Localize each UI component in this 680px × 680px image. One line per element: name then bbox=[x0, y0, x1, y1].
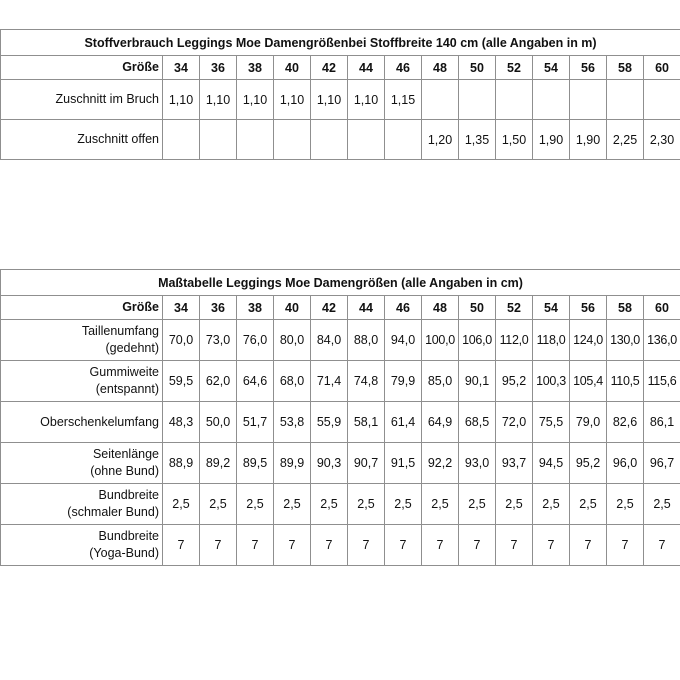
row-label-line-2: (Yoga-Bund) bbox=[89, 546, 159, 560]
value-cell: 58,1 bbox=[348, 402, 385, 443]
value-cell: 68,5 bbox=[459, 402, 496, 443]
value-cell bbox=[200, 120, 237, 160]
row-label-line-1: Bundbreite bbox=[98, 529, 159, 543]
value-cell: 71,4 bbox=[311, 361, 348, 402]
value-cell: 2,5 bbox=[607, 484, 644, 525]
value-cell bbox=[274, 120, 311, 160]
value-cell: 92,2 bbox=[422, 443, 459, 484]
value-cell: 2,5 bbox=[385, 484, 422, 525]
value-cell: 7 bbox=[607, 525, 644, 566]
value-cell: 93,7 bbox=[496, 443, 533, 484]
value-cell: 2,5 bbox=[570, 484, 607, 525]
table-row bbox=[1, 80, 680, 120]
value-cell: 68,0 bbox=[274, 361, 311, 402]
value-cell: 89,9 bbox=[274, 443, 311, 484]
value-cell: 74,8 bbox=[348, 361, 385, 402]
value-cell: 96,7 bbox=[644, 443, 680, 484]
value-cell: 75,5 bbox=[533, 402, 570, 443]
value-cell bbox=[422, 80, 459, 120]
row-label bbox=[1, 525, 163, 566]
row-label-line-1: Bundbreite bbox=[98, 488, 159, 502]
value-cell: 7 bbox=[274, 525, 311, 566]
value-cell: 76,0 bbox=[237, 320, 274, 361]
size-chart-table bbox=[0, 269, 680, 566]
size-cell: 44 bbox=[348, 56, 385, 80]
value-cell: 2,5 bbox=[163, 484, 200, 525]
value-cell: 1,20 bbox=[422, 120, 459, 160]
size-cell: 34 bbox=[163, 296, 200, 320]
value-cell: 90,7 bbox=[348, 443, 385, 484]
value-cell: 2,25 bbox=[607, 120, 644, 160]
row-label bbox=[1, 320, 163, 361]
row-label-line-1: Seitenlänge bbox=[92, 447, 159, 461]
row-label-line-2: (entspannt) bbox=[95, 382, 159, 396]
value-cell: 7 bbox=[422, 525, 459, 566]
value-cell: 93,0 bbox=[459, 443, 496, 484]
value-cell: 1,10 bbox=[348, 80, 385, 120]
table-row bbox=[1, 120, 680, 160]
value-cell bbox=[311, 120, 348, 160]
value-cell: 89,2 bbox=[200, 443, 237, 484]
value-cell: 2,5 bbox=[348, 484, 385, 525]
value-cell: 61,4 bbox=[385, 402, 422, 443]
value-cell: 64,6 bbox=[237, 361, 274, 402]
size-cell: 50 bbox=[459, 296, 496, 320]
value-cell: 1,10 bbox=[311, 80, 348, 120]
size-label: Größe bbox=[1, 296, 163, 320]
value-cell: 72,0 bbox=[496, 402, 533, 443]
value-cell: 105,4 bbox=[570, 361, 607, 402]
value-cell: 7 bbox=[644, 525, 680, 566]
size-cell: 60 bbox=[644, 296, 680, 320]
size-label: Größe bbox=[1, 56, 163, 80]
size-cell: 34 bbox=[163, 56, 200, 80]
value-cell: 86,1 bbox=[644, 402, 680, 443]
size-cell: 54 bbox=[533, 296, 570, 320]
value-cell: 2,5 bbox=[459, 484, 496, 525]
value-cell: 88,9 bbox=[163, 443, 200, 484]
value-cell: 85,0 bbox=[422, 361, 459, 402]
value-cell: 130,0 bbox=[607, 320, 644, 361]
size-cell: 56 bbox=[570, 296, 607, 320]
size-cell: 56 bbox=[570, 56, 607, 80]
value-cell: 1,10 bbox=[200, 80, 237, 120]
value-cell: 50,0 bbox=[200, 402, 237, 443]
value-cell: 2,5 bbox=[311, 484, 348, 525]
value-cell: 89,5 bbox=[237, 443, 274, 484]
row-label-line-1: Oberschenkelumfang bbox=[40, 414, 159, 429]
value-cell: 1,90 bbox=[533, 120, 570, 160]
value-cell bbox=[496, 80, 533, 120]
value-cell: 73,0 bbox=[200, 320, 237, 361]
value-cell: 70,0 bbox=[163, 320, 200, 361]
value-cell: 90,1 bbox=[459, 361, 496, 402]
table-row bbox=[1, 402, 680, 443]
row-label-line-2: (gedehnt) bbox=[105, 341, 159, 355]
value-cell: 100,3 bbox=[533, 361, 570, 402]
value-cell: 82,6 bbox=[607, 402, 644, 443]
value-cell: 2,5 bbox=[496, 484, 533, 525]
value-cell: 79,9 bbox=[385, 361, 422, 402]
value-cell: 7 bbox=[311, 525, 348, 566]
value-cell: 91,5 bbox=[385, 443, 422, 484]
size-cell: 38 bbox=[237, 296, 274, 320]
value-cell: 1,90 bbox=[570, 120, 607, 160]
value-cell: 106,0 bbox=[459, 320, 496, 361]
size-cell: 42 bbox=[311, 296, 348, 320]
value-cell bbox=[607, 80, 644, 120]
size-cell: 48 bbox=[422, 296, 459, 320]
size-header-row bbox=[1, 56, 680, 80]
table-row bbox=[1, 443, 680, 484]
value-cell: 2,30 bbox=[644, 120, 680, 160]
size-header-row bbox=[1, 296, 680, 320]
table-title: Maßtabelle Leggings Moe Damengrößen (alle Angaben in cm) bbox=[1, 270, 680, 296]
value-cell bbox=[237, 120, 274, 160]
size-cell: 38 bbox=[237, 56, 274, 80]
value-cell: 1,15 bbox=[385, 80, 422, 120]
value-cell: 2,5 bbox=[422, 484, 459, 525]
value-cell: 124,0 bbox=[570, 320, 607, 361]
value-cell: 1,35 bbox=[459, 120, 496, 160]
value-cell: 84,0 bbox=[311, 320, 348, 361]
table-row bbox=[1, 525, 680, 566]
value-cell: 88,0 bbox=[348, 320, 385, 361]
value-cell: 48,3 bbox=[163, 402, 200, 443]
value-cell bbox=[570, 80, 607, 120]
table-row bbox=[1, 484, 680, 525]
size-cell: 42 bbox=[311, 56, 348, 80]
value-cell: 115,6 bbox=[644, 361, 680, 402]
row-label bbox=[1, 484, 163, 525]
value-cell: 94,5 bbox=[533, 443, 570, 484]
value-cell bbox=[163, 120, 200, 160]
value-cell: 55,9 bbox=[311, 402, 348, 443]
value-cell: 2,5 bbox=[274, 484, 311, 525]
value-cell: 112,0 bbox=[496, 320, 533, 361]
row-label-line-1: Taillenumfang bbox=[81, 324, 159, 338]
value-cell: 51,7 bbox=[237, 402, 274, 443]
value-cell: 80,0 bbox=[274, 320, 311, 361]
value-cell: 96,0 bbox=[607, 443, 644, 484]
table-title: Stoffverbrauch Leggings Moe Damengrößenbei Stoffbreite 140 cm (alle Angaben in m) bbox=[1, 30, 680, 56]
value-cell: 7 bbox=[200, 525, 237, 566]
size-cell: 36 bbox=[200, 296, 237, 320]
size-cell: 60 bbox=[644, 56, 680, 80]
value-cell: 7 bbox=[459, 525, 496, 566]
value-cell: 90,3 bbox=[311, 443, 348, 484]
value-cell bbox=[644, 80, 680, 120]
value-cell bbox=[533, 80, 570, 120]
row-label-line-1: Gummiweite bbox=[89, 365, 159, 379]
value-cell: 1,50 bbox=[496, 120, 533, 160]
size-cell: 52 bbox=[496, 56, 533, 80]
value-cell: 7 bbox=[237, 525, 274, 566]
size-cell: 58 bbox=[607, 296, 644, 320]
value-cell: 1,10 bbox=[237, 80, 274, 120]
size-cell: 46 bbox=[385, 56, 422, 80]
value-cell: 2,5 bbox=[644, 484, 680, 525]
value-cell: 1,10 bbox=[163, 80, 200, 120]
value-cell: 79,0 bbox=[570, 402, 607, 443]
size-cell: 48 bbox=[422, 56, 459, 80]
row-label-line-2: (schmaler Bund) bbox=[67, 505, 159, 519]
value-cell: 1,10 bbox=[274, 80, 311, 120]
value-cell: 2,5 bbox=[237, 484, 274, 525]
value-cell: 7 bbox=[163, 525, 200, 566]
value-cell: 2,5 bbox=[200, 484, 237, 525]
table-row bbox=[1, 361, 680, 402]
size-cell: 36 bbox=[200, 56, 237, 80]
value-cell: 64,9 bbox=[422, 402, 459, 443]
value-cell: 7 bbox=[348, 525, 385, 566]
value-cell: 110,5 bbox=[607, 361, 644, 402]
size-cell: 52 bbox=[496, 296, 533, 320]
row-label: Zuschnitt offen bbox=[1, 120, 163, 160]
value-cell bbox=[348, 120, 385, 160]
row-label bbox=[1, 402, 163, 443]
value-cell: 95,2 bbox=[496, 361, 533, 402]
value-cell: 62,0 bbox=[200, 361, 237, 402]
size-cell: 54 bbox=[533, 56, 570, 80]
value-cell: 53,8 bbox=[274, 402, 311, 443]
value-cell: 7 bbox=[385, 525, 422, 566]
size-cell: 40 bbox=[274, 56, 311, 80]
size-cell: 40 bbox=[274, 296, 311, 320]
value-cell: 2,5 bbox=[533, 484, 570, 525]
value-cell: 95,2 bbox=[570, 443, 607, 484]
value-cell bbox=[385, 120, 422, 160]
row-label: Zuschnitt im Bruch bbox=[1, 80, 163, 120]
row-label bbox=[1, 443, 163, 484]
value-cell: 136,0 bbox=[644, 320, 680, 361]
value-cell: 7 bbox=[570, 525, 607, 566]
size-cell: 58 bbox=[607, 56, 644, 80]
size-cell: 44 bbox=[348, 296, 385, 320]
value-cell: 59,5 bbox=[163, 361, 200, 402]
size-cell: 50 bbox=[459, 56, 496, 80]
fabric-consumption-table bbox=[0, 29, 680, 160]
row-label bbox=[1, 361, 163, 402]
value-cell: 7 bbox=[533, 525, 570, 566]
value-cell: 7 bbox=[496, 525, 533, 566]
size-cell: 46 bbox=[385, 296, 422, 320]
table-row bbox=[1, 320, 680, 361]
value-cell: 100,0 bbox=[422, 320, 459, 361]
value-cell bbox=[459, 80, 496, 120]
row-label-line-2: (ohne Bund) bbox=[90, 464, 159, 478]
value-cell: 118,0 bbox=[533, 320, 570, 361]
value-cell: 94,0 bbox=[385, 320, 422, 361]
